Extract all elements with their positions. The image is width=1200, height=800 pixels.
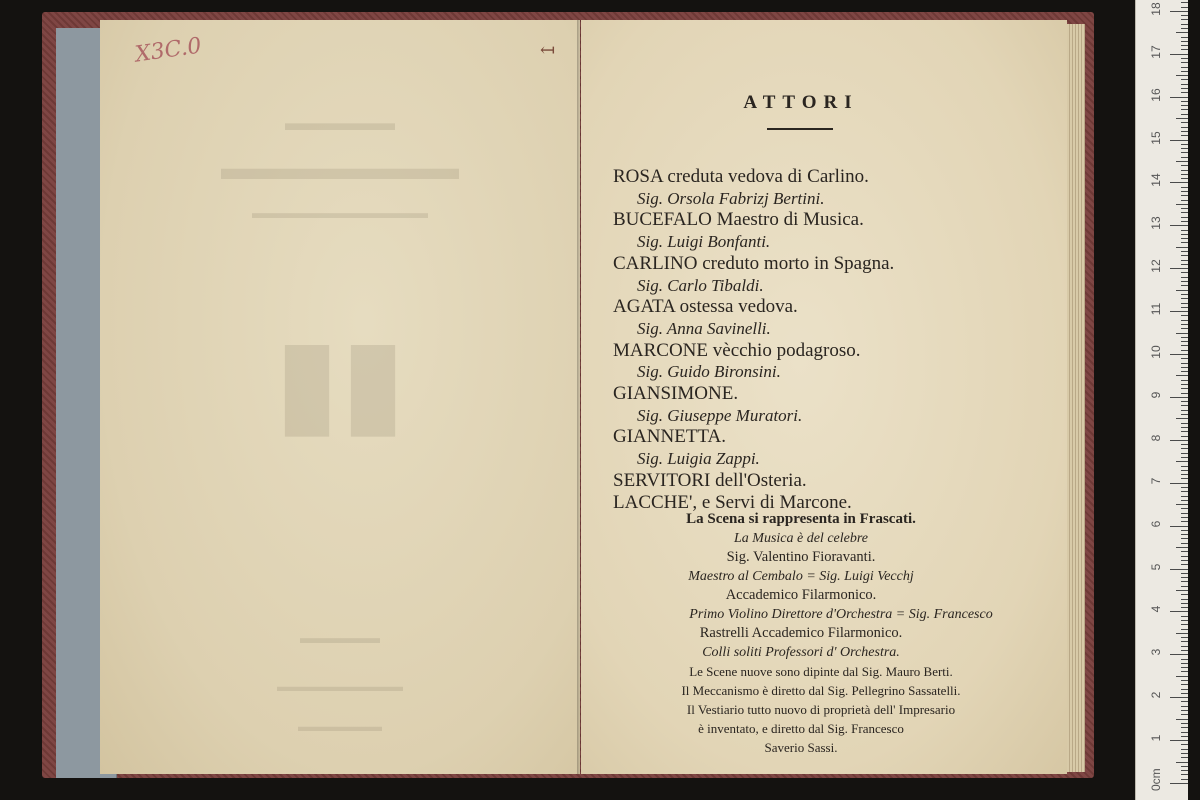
ruler-tick bbox=[1181, 560, 1188, 561]
ruler-tick bbox=[1176, 504, 1188, 505]
ruler-label: 8 bbox=[1149, 434, 1163, 442]
ruler-tick bbox=[1181, 538, 1188, 539]
ruler-tick bbox=[1181, 723, 1188, 724]
ruler-tick bbox=[1181, 230, 1188, 231]
ruler-tick bbox=[1181, 393, 1188, 394]
pencil-inscription: X3C.0 bbox=[133, 33, 204, 68]
ruler-tick bbox=[1176, 290, 1188, 291]
ruler-tick bbox=[1176, 719, 1188, 720]
ruler-tick bbox=[1181, 684, 1188, 685]
ruler-tick bbox=[1181, 650, 1188, 651]
ruler-tick bbox=[1181, 444, 1188, 445]
ruler-tick bbox=[1181, 122, 1188, 123]
ruler-tick bbox=[1181, 629, 1188, 630]
ruler-tick bbox=[1181, 281, 1188, 282]
ruler-tick bbox=[1176, 762, 1188, 763]
ruler-tick bbox=[1181, 423, 1188, 424]
ruler-tick bbox=[1181, 603, 1188, 604]
ruler-tick bbox=[1181, 753, 1188, 754]
ruler-tick bbox=[1181, 757, 1188, 758]
ruler-tick bbox=[1181, 556, 1188, 557]
ruler-label: 4 bbox=[1149, 606, 1163, 613]
credit-line: La Scena si rappresenta in Frascati. bbox=[686, 511, 916, 527]
cast-role: CARLINO creduto morto in Spagna. bbox=[613, 252, 895, 274]
ruler-tick bbox=[1181, 127, 1188, 128]
credit-line: Accademico Filarmonico. bbox=[725, 587, 877, 603]
ruler-tick bbox=[1170, 526, 1188, 527]
ruler-tick bbox=[1181, 371, 1188, 372]
ruler-tick bbox=[1170, 611, 1188, 612]
ruler-tick bbox=[1170, 397, 1188, 398]
ruler-tick bbox=[1181, 84, 1188, 85]
ruler-tick bbox=[1181, 165, 1188, 166]
credit-line: Colli soliti Professori d' Orchestra. bbox=[702, 645, 900, 660]
page-edges bbox=[1067, 24, 1085, 772]
ruler-tick bbox=[1181, 470, 1188, 471]
ruler-tick bbox=[1181, 24, 1188, 25]
ruler-tick bbox=[1181, 62, 1188, 63]
ruler-tick bbox=[1181, 363, 1188, 364]
ruler-tick bbox=[1181, 607, 1188, 608]
ruler-tick bbox=[1176, 75, 1188, 76]
ruler-tick bbox=[1181, 663, 1188, 664]
ruler-tick bbox=[1181, 543, 1188, 544]
ruler-label: 3 bbox=[1149, 648, 1163, 656]
cast-role: MARCONE vècchio podagroso. bbox=[613, 339, 861, 361]
ruler-tick bbox=[1181, 367, 1188, 368]
ruler-tick bbox=[1181, 131, 1188, 132]
ruler-tick bbox=[1181, 320, 1188, 321]
ruler-tick bbox=[1181, 732, 1188, 733]
measuring-ruler bbox=[1135, 0, 1188, 800]
ruler-tick bbox=[1181, 637, 1188, 638]
ruler-label: 10 bbox=[1149, 345, 1163, 359]
ruler-tick bbox=[1181, 242, 1188, 243]
ruler-label: 7 bbox=[1149, 477, 1163, 485]
ruler-tick bbox=[1181, 736, 1188, 737]
cast-singer: Sig. Giuseppe Muratori. bbox=[637, 405, 803, 425]
ruler-tick bbox=[1181, 135, 1188, 136]
ruler-label: 15 bbox=[1149, 130, 1163, 145]
ruler-tick bbox=[1176, 590, 1188, 591]
page-heading: ATTORI bbox=[743, 92, 859, 113]
ruler-tick bbox=[1181, 303, 1188, 304]
ruler-tick bbox=[1181, 474, 1188, 475]
ruler-tick bbox=[1181, 109, 1188, 110]
cast-singer: Sig. Orsola Fabrizj Bertini. bbox=[637, 188, 825, 208]
ruler-tick bbox=[1181, 170, 1188, 171]
ruler-tick bbox=[1181, 405, 1188, 406]
ruler-tick bbox=[1170, 654, 1188, 655]
ruler-tick bbox=[1170, 697, 1188, 698]
ruler-tick bbox=[1170, 569, 1188, 570]
cast-singer: Sig. Carlo Tibaldi. bbox=[637, 275, 764, 295]
ruler-tick bbox=[1181, 500, 1188, 501]
credit-line: Il Vestiario tutto nuovo di proprietà dell' Impresario bbox=[686, 702, 956, 717]
ruler-tick bbox=[1181, 457, 1188, 458]
ruler-tick bbox=[1181, 200, 1188, 201]
ruler-tick bbox=[1170, 97, 1188, 98]
ruler-tick bbox=[1170, 783, 1188, 784]
ruler-tick bbox=[1181, 594, 1188, 595]
ruler-tick bbox=[1170, 182, 1188, 183]
ruler-tick bbox=[1181, 92, 1188, 93]
heading-rule bbox=[767, 128, 833, 130]
ruler-tick bbox=[1181, 680, 1188, 681]
ruler-tick bbox=[1181, 551, 1188, 552]
ruler-tick bbox=[1176, 633, 1188, 634]
ruler-tick bbox=[1181, 508, 1188, 509]
ruler-tick bbox=[1181, 195, 1188, 196]
ruler-tick bbox=[1181, 234, 1188, 235]
cast-role: GIANNETTA. bbox=[613, 426, 726, 448]
ruler-tick bbox=[1176, 204, 1188, 205]
ruler-label: 16 bbox=[1149, 87, 1163, 102]
ruler-tick bbox=[1181, 208, 1188, 209]
ruler-tick bbox=[1181, 114, 1188, 115]
ruler-tick bbox=[1181, 157, 1188, 158]
ruler-tick bbox=[1181, 341, 1188, 342]
ruler-tick bbox=[1181, 431, 1188, 432]
ruler-tick bbox=[1181, 573, 1188, 574]
ruler-label: 12 bbox=[1149, 259, 1163, 273]
ruler-tick bbox=[1170, 740, 1188, 741]
ruler-tick bbox=[1181, 491, 1188, 492]
ruler-label: 14 bbox=[1149, 173, 1163, 188]
ruler-label: 2 bbox=[1149, 691, 1163, 699]
ruler-tick bbox=[1181, 178, 1188, 179]
ruler-tick bbox=[1181, 414, 1188, 415]
ruler-tick bbox=[1181, 599, 1188, 600]
ruler-tick bbox=[1181, 770, 1188, 771]
ruler-tick bbox=[1181, 436, 1188, 437]
ruler-tick bbox=[1181, 7, 1188, 8]
ruler-tick bbox=[1181, 71, 1188, 72]
ruler-tick bbox=[1181, 517, 1188, 518]
ruler-tick bbox=[1176, 375, 1188, 376]
ruler-tick bbox=[1181, 2, 1188, 3]
ruler-tick bbox=[1170, 225, 1188, 226]
ruler-tick bbox=[1181, 345, 1188, 346]
ruler-tick bbox=[1181, 260, 1188, 261]
ruler-tick bbox=[1181, 251, 1188, 252]
ruler-tick bbox=[1181, 187, 1188, 188]
ruler-label: 13 bbox=[1149, 216, 1163, 230]
ruler-tick bbox=[1181, 581, 1188, 582]
credit-line: è inventato, e diretto dal Sig. Francesco bbox=[698, 721, 904, 736]
ruler-tick bbox=[1181, 105, 1188, 106]
ruler-tick bbox=[1181, 401, 1188, 402]
ruler-tick bbox=[1181, 41, 1188, 42]
cast-role: ROSA creduta vedova di Carlino. bbox=[613, 166, 869, 187]
ruler-tick bbox=[1181, 530, 1188, 531]
ruler-tick bbox=[1181, 521, 1188, 522]
ruler-tick bbox=[1181, 689, 1188, 690]
ruler-tick bbox=[1181, 315, 1188, 316]
ruler-tick bbox=[1181, 294, 1188, 295]
ruler-label: 17 bbox=[1149, 45, 1163, 59]
credit-line: Le Scene nuove sono dipinte dal Sig. Mauro Berti. bbox=[689, 664, 953, 679]
ruler-tick bbox=[1181, 15, 1188, 16]
cast-singer: Sig. Luigi Bonfanti. bbox=[637, 232, 771, 252]
ruler-tick bbox=[1181, 410, 1188, 411]
cast-singer: Sig. Guido Bironsini. bbox=[637, 362, 781, 382]
ruler-tick bbox=[1181, 534, 1188, 535]
ruler-tick bbox=[1181, 453, 1188, 454]
ruler-tick bbox=[1181, 144, 1188, 145]
cast-role: GIANSIMONE. bbox=[613, 383, 739, 405]
ruler-tick bbox=[1181, 19, 1188, 20]
production-credits bbox=[581, 510, 1021, 757]
ruler-label: 0cm bbox=[1149, 768, 1163, 791]
ruler-tick bbox=[1181, 659, 1188, 660]
ruler-tick bbox=[1181, 487, 1188, 488]
ruler-tick bbox=[1170, 140, 1188, 141]
ruler-tick bbox=[1176, 118, 1188, 119]
ruler-tick bbox=[1181, 714, 1188, 715]
ruler-tick bbox=[1181, 45, 1188, 46]
cast-singer: Sig. Anna Savinelli. bbox=[637, 318, 771, 338]
ruler-tick bbox=[1181, 212, 1188, 213]
ruler-label: 11 bbox=[1149, 302, 1163, 316]
ruler-tick bbox=[1181, 28, 1188, 29]
cast-list bbox=[613, 166, 894, 513]
ruler-tick bbox=[1181, 350, 1188, 351]
cast-singer: Sig. Luigia Zappi. bbox=[637, 449, 760, 469]
ruler-tick bbox=[1176, 247, 1188, 248]
ruler-label: 5 bbox=[1149, 563, 1163, 570]
ruler-tick bbox=[1181, 496, 1188, 497]
credit-line: La Musica è del celebre bbox=[734, 531, 868, 546]
ruler-tick bbox=[1181, 427, 1188, 428]
ruler-label: 9 bbox=[1149, 391, 1163, 399]
credit-line: Sig. Valentino Fioravanti. bbox=[726, 549, 876, 565]
ruler-tick bbox=[1181, 101, 1188, 102]
ruler-tick bbox=[1181, 37, 1188, 38]
ruler-tick bbox=[1181, 217, 1188, 218]
ruler-tick bbox=[1181, 693, 1188, 694]
ruler-tick bbox=[1181, 701, 1188, 702]
ruler-tick bbox=[1181, 49, 1188, 50]
ruler-tick bbox=[1181, 277, 1188, 278]
ruler-tick bbox=[1176, 32, 1188, 33]
ruler-tick bbox=[1181, 388, 1188, 389]
ruler-tick bbox=[1181, 749, 1188, 750]
ruler-tick bbox=[1181, 264, 1188, 265]
ruler-tick bbox=[1181, 174, 1188, 175]
ruler-tick bbox=[1181, 191, 1188, 192]
ruler-tick bbox=[1170, 54, 1188, 55]
ruler-tick bbox=[1176, 418, 1188, 419]
ruler-tick bbox=[1181, 513, 1188, 514]
ruler-tick bbox=[1181, 706, 1188, 707]
ruler-tick bbox=[1181, 337, 1188, 338]
ruler-tick bbox=[1170, 483, 1188, 484]
ruler-tick bbox=[1170, 268, 1188, 269]
ruler-tick bbox=[1170, 354, 1188, 355]
ruler-label: 6 bbox=[1149, 520, 1163, 527]
ruler-tick bbox=[1176, 161, 1188, 162]
ruler-tick bbox=[1176, 676, 1188, 677]
ruler-tick bbox=[1181, 478, 1188, 479]
ruler-tick bbox=[1170, 440, 1188, 441]
ruler-tick bbox=[1176, 547, 1188, 548]
ruler-tick bbox=[1170, 11, 1188, 12]
ruler-tick bbox=[1181, 324, 1188, 325]
ruler-tick bbox=[1181, 779, 1188, 780]
ruler-tick bbox=[1181, 328, 1188, 329]
credit-line: Maestro al Cembalo = Sig. Luigi Vecchj bbox=[688, 569, 914, 584]
ruler-label: 18 bbox=[1149, 2, 1163, 16]
ruler-tick bbox=[1181, 298, 1188, 299]
credit-line: Saverio Sassi. bbox=[764, 740, 838, 755]
ruler-tick bbox=[1176, 333, 1188, 334]
ruler-tick bbox=[1181, 641, 1188, 642]
ruler-tick bbox=[1181, 577, 1188, 578]
ruler-tick bbox=[1181, 710, 1188, 711]
ruler-tick bbox=[1181, 358, 1188, 359]
ruler-tick bbox=[1181, 285, 1188, 286]
ruler-tick bbox=[1170, 311, 1188, 312]
ruler-tick bbox=[1181, 620, 1188, 621]
arrow-mark-icon: ↤ bbox=[540, 40, 556, 60]
ruler-tick bbox=[1181, 380, 1188, 381]
ruler-tick bbox=[1181, 148, 1188, 149]
right-page-content bbox=[581, 20, 1067, 774]
ruler-tick bbox=[1181, 616, 1188, 617]
ruler-tick bbox=[1181, 744, 1188, 745]
ruler-tick bbox=[1181, 152, 1188, 153]
ruler-tick bbox=[1181, 727, 1188, 728]
credit-line: Il Meccanismo è diretto dal Sig. Pellegrino Sassatelli. bbox=[681, 683, 961, 698]
ruler-tick bbox=[1181, 255, 1188, 256]
cast-role: AGATA ostessa vedova. bbox=[613, 296, 798, 318]
ruler-tick bbox=[1181, 466, 1188, 467]
ruler-tick bbox=[1181, 671, 1188, 672]
ruler-tick bbox=[1181, 646, 1188, 647]
ruler-tick bbox=[1181, 79, 1188, 80]
ruler-tick bbox=[1181, 766, 1188, 767]
ruler-tick bbox=[1181, 448, 1188, 449]
credit-line: Primo Violino Direttore d'Orchestra = Sig. Francesco bbox=[689, 607, 993, 622]
show-through-text: ▬▬▬▬▬ ▬▬▬▬▬▬▬ ▬▬▬▬▬▬▬▬▬▬▬ ▮▮ ▬▬▬▬▬ ▬▬▬▬▬▬▬▬▬ ▬▬▬▬▬▬ bbox=[221, 110, 459, 735]
credit-line: Rastrelli Accademico Filarmonico. bbox=[699, 625, 903, 641]
ruler-tick bbox=[1181, 384, 1188, 385]
ruler-tick bbox=[1181, 221, 1188, 222]
ruler-tick bbox=[1181, 238, 1188, 239]
ruler-label: 1 bbox=[1149, 734, 1163, 742]
ruler-tick bbox=[1176, 461, 1188, 462]
ruler-tick bbox=[1181, 88, 1188, 89]
ruler-tick bbox=[1181, 67, 1188, 68]
ruler-tick bbox=[1181, 307, 1188, 308]
ruler-tick bbox=[1181, 774, 1188, 775]
cast-role: BUCEFALO Maestro di Musica. bbox=[613, 209, 864, 231]
ruler-tick bbox=[1181, 564, 1188, 565]
extras-line: LACCHE', e Servi di Marcone. bbox=[613, 491, 852, 513]
ruler-tick bbox=[1181, 586, 1188, 587]
ruler-tick bbox=[1181, 58, 1188, 59]
ruler-tick bbox=[1181, 272, 1188, 273]
ruler-tick bbox=[1181, 624, 1188, 625]
ruler-tick bbox=[1181, 667, 1188, 668]
extras-line: SERVITORI dell'Osteria. bbox=[613, 469, 807, 491]
